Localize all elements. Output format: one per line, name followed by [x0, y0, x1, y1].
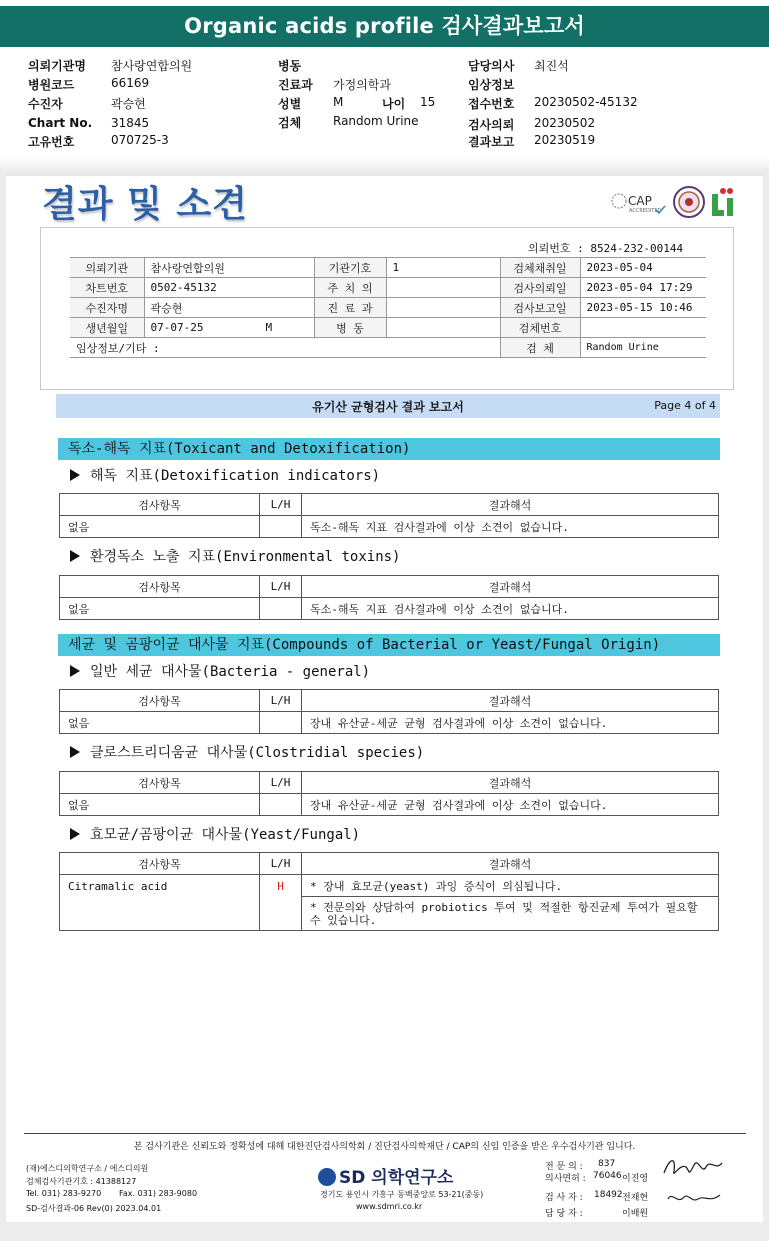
table-row: 없음 독소-해독 지표 검사결과에 이상 소견이 없습니다. [60, 598, 719, 620]
triangle-bullet-icon [70, 828, 80, 840]
tester-signature [664, 1187, 724, 1209]
dept-label: 진 료 과 [314, 298, 386, 318]
result-table-clostridial [59, 771, 719, 816]
header-divider-band [0, 156, 769, 176]
form-no: SD-검사결과-06 Rev(0) 2023.04.01 [26, 1204, 162, 1213]
specimen-no-value [580, 318, 706, 338]
institution-label: 의뢰기관 [70, 258, 144, 278]
name-value: 곽승현 [144, 298, 314, 318]
birth-label: 생년월일 [70, 318, 144, 338]
lab-accreditation-logo [710, 186, 738, 218]
table-header-row: 검사항목 L/H 결과해석 [60, 853, 719, 875]
results-title: 결과 및 소견 [42, 184, 248, 225]
subsection-yeast-fungal: 효모균/곰팡이균 대사물(Yeast/Fungal) [70, 824, 360, 844]
svg-text:CAP: CAP [628, 194, 652, 208]
table-row: 없음 장내 유산균-세균 균형 검사결과에 이상 소견이 없습니다. [60, 794, 719, 816]
triangle-bullet-icon [70, 746, 80, 758]
ward-label: 병 동 [314, 318, 386, 338]
dept-value [386, 298, 500, 318]
specimen-no-label: 검체번호 [500, 318, 580, 338]
subsection-detoxification: 해독 지표(Detoxification indicators) [70, 465, 380, 485]
specimen-value: Random Urine [580, 338, 706, 358]
resident-value [386, 278, 500, 298]
table-row: 없음 독소-해독 지표 검사결과에 이상 소견이 없습니다. [60, 516, 719, 538]
result-table-environmental [59, 575, 719, 620]
right-margin [763, 172, 769, 1222]
resident-label: 주 치 의 [314, 278, 386, 298]
table-header-row: 검사항목 L/H 결과해석 [60, 576, 719, 598]
report-title-bar [56, 394, 720, 418]
manager-name: 이배원 [622, 1209, 649, 1219]
section-bar-toxicant: 독소-해독 지표(Toxicant and Detoxification) [58, 438, 720, 460]
triangle-bullet-icon [70, 665, 80, 677]
specialist-label: 전 문 의 : [545, 1162, 583, 1172]
table-row [60, 875, 719, 897]
tester-label: 검 사 자 : [545, 1193, 583, 1203]
high-flag: H [260, 875, 302, 931]
request-number: 의뢰번호 : 8524-232-00144 [528, 242, 684, 255]
org-code-label: 기관기호 [314, 258, 386, 278]
address: 경기도 용인시 기흥구 동백중앙로 53-21(중동) [320, 1190, 484, 1199]
specimen-label: 검 체 [500, 338, 580, 358]
triangle-bullet-icon [70, 469, 80, 481]
footer-divider [24, 1133, 746, 1134]
page-indicator: Page 4 of 4 [654, 399, 716, 412]
tester-name: 전재현 [622, 1193, 649, 1203]
license-label: 의사면허 : [545, 1174, 586, 1184]
name-label: 수진자명 [70, 298, 144, 318]
table-row [70, 338, 706, 358]
clinical-info: 임상정보/기타 : [70, 338, 500, 358]
left-margin [0, 172, 6, 1222]
interpretation-line: * 장내 효모균(yeast) 과잉 증식이 의심됩니다. [302, 875, 719, 897]
license-no: 76046 [593, 1171, 622, 1181]
manager-label: 담 당 자 : [545, 1209, 583, 1219]
org-name: (재)에스디의학연구소 / 에스디의원 [26, 1164, 149, 1173]
org-code: 검체검사기관기호 : 41388127 [26, 1177, 137, 1186]
specialist-no: 837 [598, 1159, 616, 1169]
tel: Tel. 031) 283-9270 [26, 1189, 102, 1198]
table-row [70, 298, 706, 318]
analyte-name: Citramalic acid [60, 875, 260, 931]
specialist-name: 이진영 [622, 1174, 649, 1184]
website: www.sdmri.co.kr [356, 1202, 423, 1211]
table-header-row: 검사항목 L/H 결과해석 [60, 690, 719, 712]
birth-value: 07-07-25 M [144, 318, 314, 338]
institution-value: 참사랑연합의원 [144, 258, 314, 278]
section-bar-bacterial: 세균 및 곰팡이균 대사물 지표(Compounds of Bacterial or Yeast/Fungal Origin) [58, 634, 720, 656]
table-row: 없음 장내 유산균-세균 균형 검사결과에 이상 소견이 없습니다. [60, 712, 719, 734]
subsection-clostridial: 클로스트리디움균 대사물(Clostridial species) [70, 742, 424, 762]
table-header-row: 검사항목 L/H 결과해석 [60, 494, 719, 516]
svg-text:ACCREDITED: ACCREDITED [629, 208, 662, 214]
collect-date-value: 2023-05-04 [580, 258, 706, 278]
chart-no-label: 차트번호 [70, 278, 144, 298]
subsection-bacteria-general: 일반 세균 대사물(Bacteria - general) [70, 661, 370, 681]
report-date-label: 검사보고일 [500, 298, 580, 318]
table-row [70, 318, 706, 338]
tester-no: 18492 [594, 1190, 623, 1200]
fax: Fax. 031) 283-9080 [119, 1189, 198, 1198]
request-info-table [70, 257, 706, 358]
table-row [70, 278, 706, 298]
org-code-value: 1 [386, 258, 500, 278]
bottom-margin [0, 1222, 769, 1241]
interpretation-recommendation: * 전문의와 상담하여 probiotics 투여 및 적절한 항진균제 투여가 필요할 수 있습니다. [302, 897, 719, 931]
ward-value [386, 318, 500, 338]
cap-logo [610, 188, 668, 218]
result-table-yeast-fungal [59, 852, 719, 931]
request-date-value: 2023-05-04 17:29 [580, 278, 706, 298]
kslm-seal-logo [673, 186, 705, 218]
report-title: 유기산 균형검사 결과 보고서 [312, 400, 464, 414]
specialist-signature [660, 1153, 726, 1183]
sd-institute-logo: SD 의학연구소 [318, 1163, 453, 1188]
accreditation-note: 본 검사기관은 신뢰도와 정확성에 대해 대한진단검사의학회 / 진단검사의학재단 / CAP의 신임 인증을 받은 우수검사기관 입니다. [133, 1142, 636, 1152]
collect-date-label: 검체채취일 [500, 258, 580, 278]
triangle-bullet-icon [70, 550, 80, 562]
result-table-bacteria-general [59, 689, 719, 734]
sd-logo-icon [318, 1168, 336, 1186]
report-header: Organic acids profile 검사결과보고서 [0, 6, 769, 47]
subsection-environmental: 환경독소 노출 지표(Environmental toxins) [70, 546, 400, 566]
table-header-row: 검사항목 L/H 결과해석 [60, 772, 719, 794]
chart-no-value: 0502-45132 [144, 278, 314, 298]
result-table-detoxification [59, 493, 719, 538]
table-row [70, 258, 706, 278]
report-date-value: 2023-05-15 10:46 [580, 298, 706, 318]
request-date-label: 검사의뢰일 [500, 278, 580, 298]
